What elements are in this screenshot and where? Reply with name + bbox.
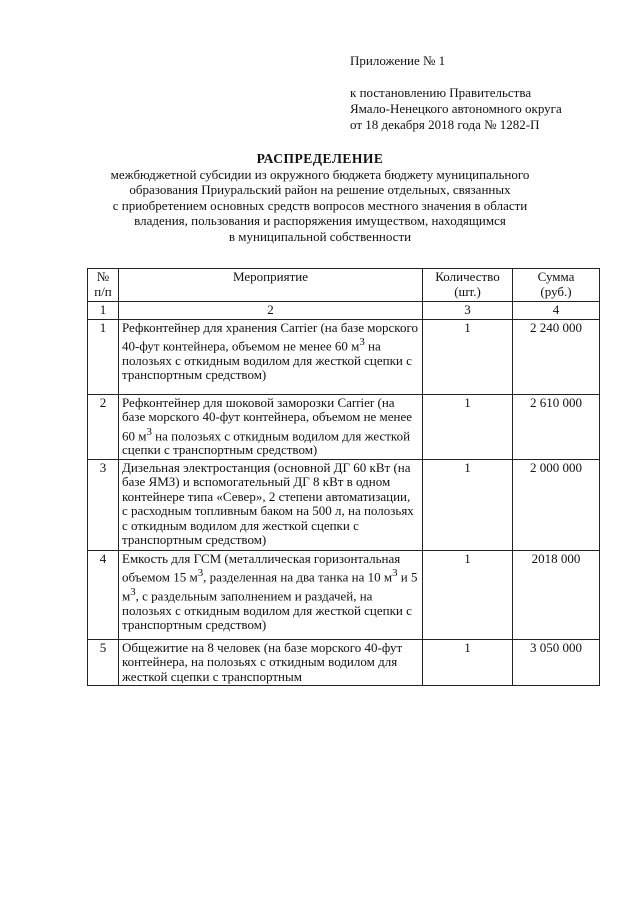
row-description [119,550,423,639]
description-text: и 5 м [122,569,418,604]
row-number: 5 [88,639,119,686]
row-quantity: 1 [423,459,513,550]
row-number: 2 [88,394,119,459]
description-text: , разделенная на два танка на 10 м [203,569,393,585]
heading-line2: образования Приуральский район на решение отдельных, связанных [129,182,511,197]
row-quantity: 1 [423,394,513,459]
header-sum-line2: (руб.) [540,283,572,299]
description-text: , с раздельным заполнением и раздачей, на полозьях с откидным водилом для жесткой сцепки с транспортным средством) [122,588,412,633]
header-name [119,269,423,302]
row-sum: 3 050 000 [513,639,600,686]
table-row [88,550,600,639]
header-sum-line1: Сумма [537,269,575,284]
header-num [88,269,119,302]
header-num-line2: п/п [94,283,112,299]
row-number: 3 [88,459,119,550]
superscript: 3 [359,336,365,348]
column-index-cell: 3 [423,302,513,320]
superscript: 3 [130,586,136,599]
table-row [88,319,600,394]
distribution-table [87,268,600,686]
heading-line5: в муниципальной собственности [228,228,412,244]
superscript: 3 [146,425,152,438]
header-name-label: Мероприятие [233,269,308,284]
row-number: 4 [88,550,119,639]
superscript: 3 [197,567,204,580]
row-description: Дизельная электростанция (основной ДГ 60 кВт (на базе ЯМЗ) и вспомогательный ДГ 8 кВт в одном контейнере типа «Север», 2 степени автоматизации, с расходным топливным баком на 500 л, на полозьях с откидным водилом для жесткой сцепки с транспортным средством) [119,459,423,550]
row-sum: 2 610 000 [513,394,600,459]
appendix-block [350,53,620,133]
table-row [88,394,600,459]
document-title: РАСПРЕДЕЛЕНИЕ [256,151,384,166]
superscript: 3 [392,567,398,580]
description-text: на полозьях с откидным водилом для жесткой сцепки с транспортным средством) [122,338,412,383]
row-description [119,394,423,459]
description-text: Емкость для ГСМ (металлическая горизонтальная объемом 15 м [122,550,401,585]
table-header-row [88,269,600,302]
document-heading [90,151,550,244]
column-index-cell: 4 [513,302,600,320]
appendix-ref-line2: Ямало-Ненецкого автономного округа [350,101,562,116]
heading-line1: межбюджетной субсидии из окружного бюджета бюджету муниципального [110,166,530,182]
page-bottom-margin [0,700,640,905]
header-qty-line2: (шт.) [454,283,481,299]
row-quantity: 1 [423,319,513,394]
appendix-ref-line3: от 18 декабря 2018 года № 1282-П [350,117,540,132]
row-quantity: 1 [423,550,513,639]
header-qty [423,269,513,302]
table-row [88,639,600,686]
header-qty-line1: Количество [435,269,500,284]
row-sum: 2018 000 [513,550,600,639]
description-text: на полозьях с откидным водилом для жесткой сцепки с транспортным средством) [122,427,411,458]
header-sum [513,269,600,302]
row-sum: 2 240 000 [513,319,600,394]
heading-line3: с приобретением основных средств вопросов местного значения в области [112,197,528,213]
column-index-row [88,302,600,320]
column-index-cell: 2 [119,302,423,320]
heading-line4: владения, пользования и распоряжения имуществом, находящимся [134,213,506,228]
description-text: Рефконтейнер для шоковой заморозки Carrier (на базе морского 40-фут контейнера, объемом не менее 60 м [122,394,413,443]
row-number: 1 [88,319,119,394]
row-quantity: 1 [423,639,513,686]
column-index-cell: 1 [88,302,119,320]
appendix-ref-line1: к постановлению Правительства [350,85,532,100]
header-num-line1: № [96,269,110,284]
appendix-number: Приложение № 1 [350,53,446,68]
row-sum: 2 000 000 [513,459,600,550]
description-text: Рефконтейнер для хранения Carrier (на базе морского 40-фут контейнера, объемом не менее 60 м [122,319,418,354]
row-description [119,319,423,394]
row-description: Общежитие на 8 человек (на базе морского 40-фут контейнера, на полозьях с откидным водилом для жесткой сцепки с транспортным [119,639,423,686]
table-row [88,459,600,550]
